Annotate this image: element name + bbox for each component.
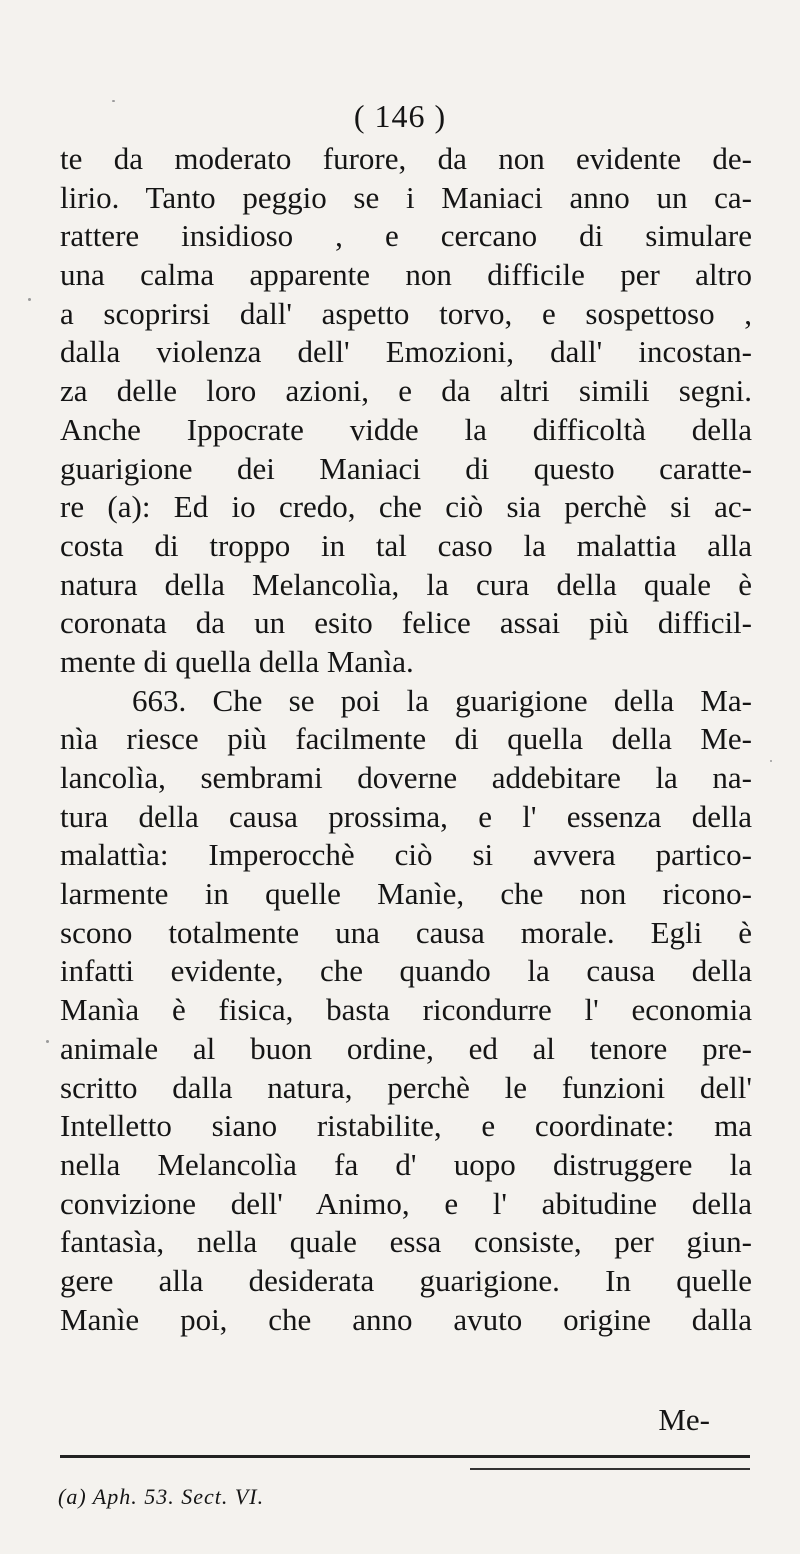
text-line: dalla violenza dell' Emozioni, dall' incostan- — [60, 334, 752, 370]
text-line: infatti evidente, che quando la causa della — [60, 953, 752, 989]
text-line: Manìe poi, che anno avuto origine dalla — [60, 1301, 752, 1337]
text-line: animale al buon ordine, ed al tenore pre- — [60, 1030, 752, 1066]
text-line: mente di quella della Manìa. — [60, 643, 414, 679]
page-number: ( 146 ) — [353, 98, 447, 134]
text-line: fantasìa, nella quale essa consiste, per giun- — [60, 1224, 752, 1260]
print-speck — [28, 298, 31, 301]
text-line: nella Melancolìa fa d' uopo distruggere la — [60, 1146, 752, 1182]
text-line: Manìa è fisica, basta ricondurre l' economia — [60, 992, 752, 1028]
paragraph-start-line: 663. Che se poi la guarigione della Ma- — [132, 682, 752, 718]
text-line: scono totalmente una causa morale. Egli è — [60, 914, 752, 950]
text-line: Intelletto siano ristabilite, e coordinate: ma — [60, 1108, 752, 1144]
text-line: lancolìa, sembrami doverne addebitare la na- — [60, 760, 752, 795]
footnote-rule-secondary — [470, 1468, 750, 1470]
print-speck — [112, 100, 115, 102]
text-line: Anche Ippocrate vidde la difficoltà della — [60, 411, 752, 447]
text-line: tura della causa prossima, e l' essenza della — [60, 798, 752, 834]
text-line: scritto dalla natura, perchè le funzioni dell' — [60, 1069, 752, 1105]
text-line: za delle loro azioni, e da altri simili segni. — [60, 373, 752, 409]
footnote: (a) Aph. 53. Sect. VI. — [58, 1484, 265, 1509]
catchword: Me- — [658, 1402, 710, 1437]
text-line: convizione dell' Animo, e l' abitudine della — [60, 1185, 752, 1221]
text-line: gere alla desiderata guarigione. In quelle — [60, 1262, 752, 1298]
text-line: a scoprirsi dall' aspetto torvo, e sospettoso , — [60, 295, 752, 331]
text-line: malattìa: Imperocchè ciò si avvera partico- — [60, 837, 752, 873]
text-line: una calma apparente non difficile per altro — [60, 257, 752, 293]
text-line: lirio. Tanto peggio se i Maniaci anno un ca- — [60, 179, 752, 215]
text-line: re (a): Ed io credo, che ciò sia perchè si ac- — [60, 489, 752, 525]
footnote-rule — [60, 1455, 750, 1458]
text-line: guarigione dei Maniaci di questo caratte- — [60, 450, 752, 486]
text-line: costa di troppo in tal caso la malattia alla — [60, 527, 752, 563]
text-line: te da moderato furore, da non evidente de- — [60, 141, 752, 176]
text-line: natura della Melancolìa, la cura della quale è — [60, 566, 752, 602]
print-speck — [770, 760, 772, 762]
body-text — [60, 140, 752, 1339]
text-line: coronata da un esito felice assai più difficil- — [60, 605, 752, 641]
print-speck — [46, 1040, 49, 1043]
text-line: nìa riesce più facilmente di quella della Me- — [60, 721, 752, 757]
text-line: larmente in quelle Manìe, che non ricono- — [60, 876, 752, 912]
text-line: rattere insidioso , e cercano di simulare — [60, 218, 752, 254]
